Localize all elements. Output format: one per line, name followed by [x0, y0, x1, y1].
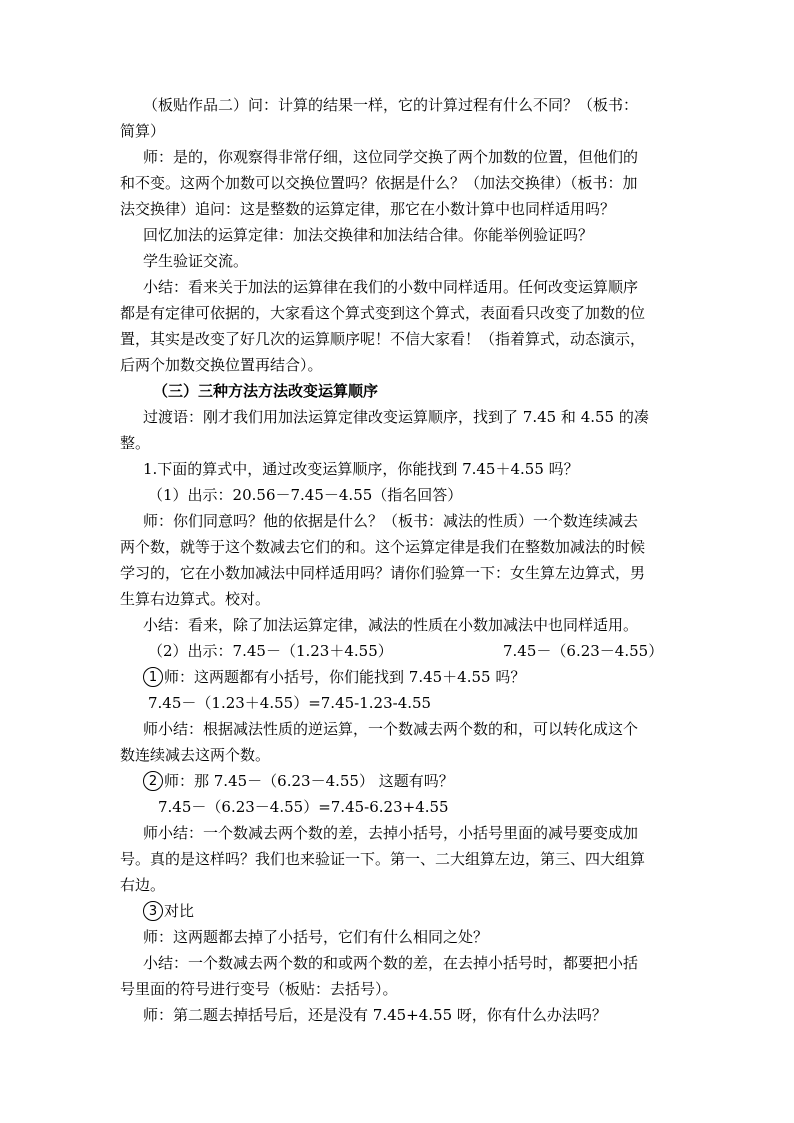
paragraph-line: 小结：一个数减去两个数的和或两个数的差，在去掉小括号时，都要把小括	[143, 954, 639, 972]
section-heading: （三）三种方法方法改变运算顺序	[153, 382, 379, 400]
paragraph-line: （1）出示：20.56－7.45－4.55（指名回答）	[148, 486, 463, 504]
paragraph-line: 号里面的符号进行变号（板贴：去括号）。	[120, 980, 398, 998]
paragraph-line: 小结：看来，除了加法运算定律，减法的性质在小数加减法中也同样适用。	[143, 616, 639, 634]
equation-line: 7.45－（6.23－4.55）=7.45-6.23+4.55	[158, 798, 449, 816]
paragraph-line: 数连续减去这两个数。	[120, 746, 271, 764]
circled-number: 3	[143, 901, 163, 921]
paragraph-line: 生算右边算式。校对。	[120, 590, 271, 608]
paragraph-line: 两个数，就等于这个数减去它们的和。这个运算定律是我们在整数加减法的时候	[120, 538, 646, 556]
paragraph-line: 师小结：根据减法性质的逆运算，一个数减去两个数的和，可以转化成这个	[143, 720, 639, 738]
paragraph-line: 右边。	[120, 876, 166, 894]
paragraph-line: 号。真的是这样吗？我们也来验证一下。第一、二大组算左边，第三、四大组算	[120, 850, 646, 868]
paragraph-line: 师：是的，你观察得非常仔细，这位同学交换了两个加数的位置，但他们的	[143, 148, 639, 166]
circled-number: 1	[143, 667, 163, 687]
expression-left: （2）出示：7.45－（1.23＋4.55）	[148, 642, 393, 660]
circled-number: 2	[143, 771, 163, 791]
paragraph-line: 整。	[120, 434, 151, 452]
paragraph-line: 都是有定律可依据的，大家看这个算式变到这个算式，表面看只改变了加数的位	[120, 304, 646, 322]
paragraph-line: 师：你们同意吗？他的依据是什么？（板书：减法的性质）一个数连续减去	[143, 512, 639, 530]
equation-line: 7.45－（1.23＋4.55）=7.45-1.23-4.55	[148, 694, 432, 712]
paragraph-line: 简算）	[120, 122, 166, 140]
paragraph-line: 后两个加数交换位置再结合）。	[120, 356, 323, 374]
paragraph-line: 学生验证交流。	[143, 252, 249, 270]
paragraph-line: 置，其实是改变了好几次的运算顺序呢！不信大家看！（指着算式，动态演示，	[120, 330, 646, 348]
paragraph-line: 1.下面的算式中，通过改变运算顺序，你能找到 7.45＋4.55 吗？	[143, 460, 579, 478]
paragraph-line: 师：第二题去掉括号后，还是没有 7.45+4.55 呀，你有什么办法吗？	[143, 1006, 607, 1024]
paragraph-line: 师：这两题都去掉了小括号，它们有什么相同之处？	[143, 928, 489, 946]
expression-right: 7.45－（6.23－4.55）	[503, 642, 664, 660]
paragraph-line: 和不变。这两个加数可以交换位置吗？依据是什么？（加法交换律）（板书：加	[120, 174, 638, 192]
paragraph-line: 3 对比	[143, 898, 194, 924]
paragraph-line: 回忆加法的运算定律：加法交换律和加法结合律。你能举例验证吗？	[143, 226, 594, 244]
paragraph-line: 1 师：这两题都有小括号，你们能找到 7.45＋4.55 吗？	[143, 664, 525, 690]
paragraph-line: 小结：看来关于加法的运算律在我们的小数中同样适用。任何改变运算顺序	[143, 278, 639, 296]
paragraph-line: 过渡语：刚才我们用加法运算定律改变运算顺序，找到了 7.45 和 4.55 的凑	[143, 408, 649, 426]
paragraph-line: 2 师：那 7.45－（6.23－4.55） 这题有吗？	[143, 768, 454, 794]
paragraph-line: 法交换律）追问：这是整数的运算定律，那它在小数计算中也同样适用吗？	[120, 200, 616, 218]
paragraph-line: （板贴作品二）问：计算的结果一样，它的计算过程有什么不同？（板书：	[143, 96, 639, 114]
paragraph-line: 师小结：一个数减去两个数的差，去掉小括号，小括号里面的减号要变成加	[143, 824, 639, 842]
paragraph-line: 学习的，它在小数加减法中同样适用吗？请你们验算一下：女生算左边算式，男	[120, 564, 646, 582]
